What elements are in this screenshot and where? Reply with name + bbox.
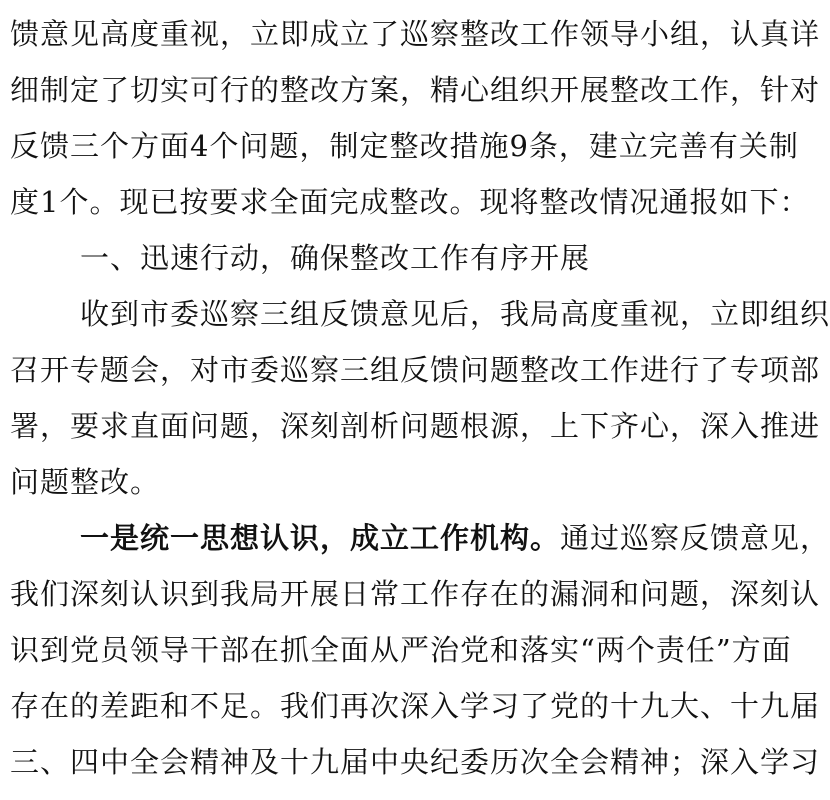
bold-lead-text: 一是统一思想认识，成立工作机构。: [80, 521, 561, 555]
paragraph-line: 收到市委巡察三组反馈意见后，我局高度重视，立即组织: [80, 297, 830, 331]
paragraph-line: 度1个。现已按要求全面完成整改。现将整改情况通报如下：: [10, 185, 810, 219]
paragraph-line: 召开专题会，对市委巡察三组反馈问题整改工作进行了专项部: [10, 353, 821, 387]
paragraph-line: 反馈三个方面4个问题，制定整改措施9条，建立完善有关制: [10, 129, 799, 163]
paragraph-line: 署，要求直面问题，深刻剖析问题根源，上下齐心，深入推进: [10, 409, 821, 443]
paragraph-line: 馈意见高度重视，立即成立了巡察整改工作领导小组，认真详: [10, 17, 821, 51]
paragraph-line: 三、四中全会精神及十九届中央纪委历次全会精神；深入学习: [10, 745, 821, 779]
paragraph-line: 问题整改。: [10, 465, 161, 499]
section-heading: 一、迅速行动，确保整改工作有序开展: [80, 241, 591, 275]
paragraph-line: 存在的差距和不足。我们再次深入学习了党的十九大、十九届: [10, 689, 821, 723]
normal-text: 通过巡察反馈意见，: [560, 521, 830, 555]
paragraph-line: 细制定了切实可行的整改方案，精心组织开展整改工作，针对: [10, 73, 821, 107]
paragraph-line: 识到党员领导干部在抓全面从严治党和落实“两个责任”方面: [10, 633, 792, 667]
paragraph-line: [80, 518, 830, 558]
paragraph-line: 我们深刻认识到我局开展日常工作存在的漏洞和问题，深刻认: [10, 577, 821, 611]
